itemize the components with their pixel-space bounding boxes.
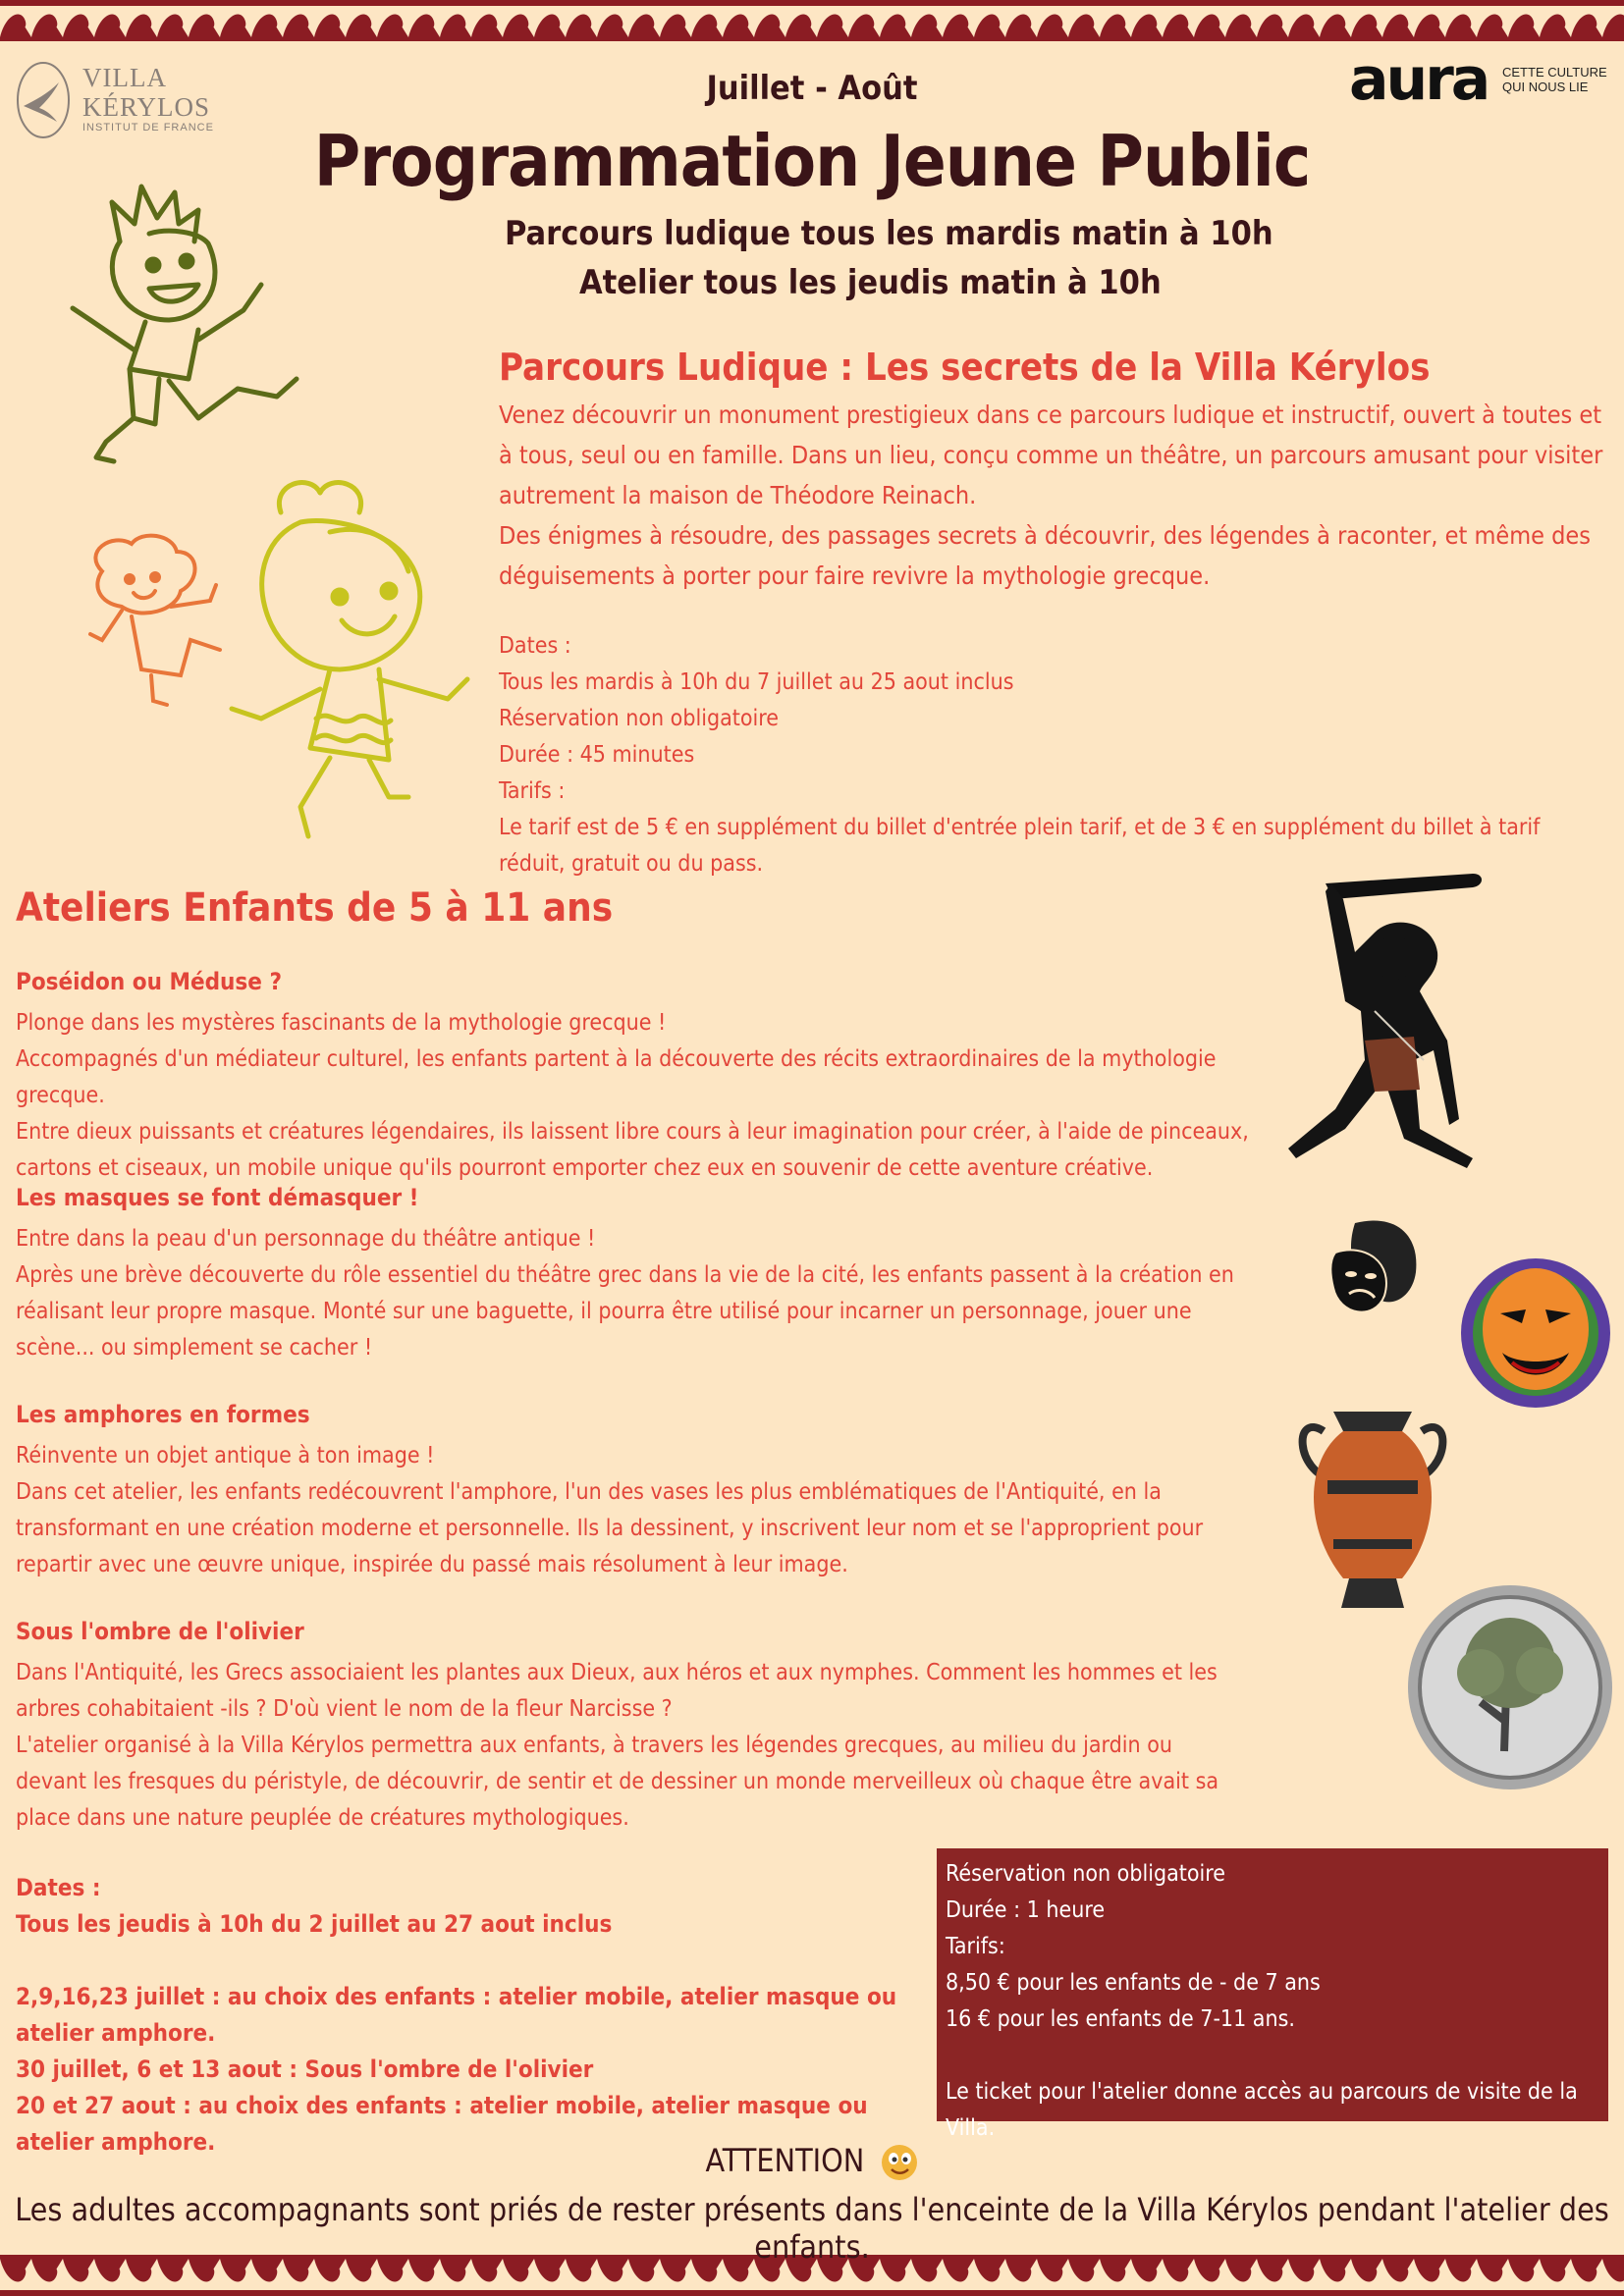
girl-drawing — [222, 473, 497, 846]
ateliers-dates: Dates : Tous les jeudis à 10h du 2 juillet au 27 aout inclus 2,9,16,23 juillet : au choix des enfants : atelier mobile, atelier masque ou atelier amphore. 30 juillet, 6 et 13 aout : Sous l'ombre de l'olivier 20 et 27 aout : au choix des enfants : atelier mobile, atelier masque ou atelier amphore. — [16, 1874, 897, 2156]
period-heading: Juillet - Août — [706, 69, 918, 108]
theatre-masks-icon — [1326, 1213, 1424, 1321]
reservation-box-text: Réservation non obligatoire Durée : 1 heure Tarifs: 8,50 € pour les enfants de - de 7 ans 16 € pour les enfants de 7-11 ans. Le ticket pour l'atelier donne accès au parcours de visite de la Villa. — [946, 1861, 1578, 2141]
amphora — [1294, 1392, 1451, 1616]
parcours-description: Venez découvrir un monument prestigieux dans ce parcours ludique et instructif, ouvert à toutes et à tous, seul ou en famille. Dans un lieu, conçu comme un théâtre, un parcours amusant pour visiter autrement la maison de Théodore Reinach. Des énigmes à résoudre, des passages secrets à découvrir, des légendes à raconter, et même des déguisements à porter pour faire revivre la mythologie grecque. — [499, 400, 1603, 590]
workshop-title-olivier: Sous l'ombre de l'olivier — [16, 1618, 304, 1645]
parcours-info: Dates : Tous les mardis à 10h du 7 juillet au 25 aout inclus Réservation non obligatoire Durée : 45 minutes Tarifs : Le tarif est de 5 € en supplément du billet d'entrée plein tarif, et de 3 € en supplément du billet à tarif réduit, gratuit ou du pass. — [499, 633, 1541, 877]
villa-logo-line1: VILLA — [82, 63, 167, 92]
footer-note: Les adultes accompagnants sont priés de rester présents dans l'enceinte de la Villa Kérylos pendant l'atelier des enfants. — [15, 2191, 1609, 2266]
page-title: Programmation Jeune Public — [313, 120, 1311, 202]
top-wave-border — [0, 0, 1624, 47]
workshop-body-olivier: Dans l'Antiquité, les Grecs associaient les plantes aux Dieux, aux héros et aux nymphes. Comment les hommes et les arbres cohabitaient -ils ? D'où vient le nom de la fleur Narcisse ? L'atelier organisé à la Villa Kérylos permettra aux enfants, à travers les légendes grecques, au milieu du jardin ou devant les fresques du péristyle, de découvrir, de sentir et de dessiner un monde merveilleux où chaque être avait sa place dans une nature peuplée de créatures mythologiques. — [16, 1660, 1219, 1831]
workshop-body-poseidon: Plonge dans les mystères fascinants de la mythologie grecque ! Accompagnés d'un médiateur culturel, les enfants partent à la découverte des récits extraordinaires de la mythologie grecque. Entre dieux puissants et créatures légendaires, ils laissent libre cours à leur imagination pour créer, à l'aide de pinceaux, cartons et ciseaux, un mobile unique qu'ils pourront emporter chez eux en souvenir de cette aventure créative. — [16, 1010, 1249, 1181]
aura-tagline-2: QUI NOUS LIE — [1502, 80, 1589, 94]
schedule-line-1: Parcours ludique tous les mardis matin à 10h — [505, 214, 1273, 253]
attention-label: ATTENTION — [705, 2142, 865, 2179]
olive-tree-mosaic — [1402, 1584, 1618, 1790]
baby-drawing — [82, 532, 240, 709]
workshop-body-amphores: Réinvente un objet antique à ton image ! Dans cet atelier, les enfants redécouvrent l'amphore, l'un des vases les plus emblématiques de l'Antiquité, en la transformant en une création moderne et personnelle. Ils la dessinent, y inscrivent leur nom et se l'approprient pour repartir avec une œuvre unique, inspirée du passé mais résolument à leur image. — [16, 1443, 1204, 1577]
workshop-body-masques: Entre dans la peau d'un personnage du théâtre antique ! Après une brève découverte du rôle essentiel du théâtre grec dans la vie de la cité, les enfants passent à la création en réalisant leur propre masque. Monté sur une baguette, il pourra être utilisé pour incarner un personnage, jouer une scène... ou simplement se cacher ! — [16, 1226, 1234, 1361]
boy-drawing — [51, 183, 385, 497]
aura-logo: aura — [1349, 45, 1489, 114]
aura-tagline-1: CETTE CULTURE — [1502, 65, 1607, 80]
attention-heading — [0, 2142, 1624, 2181]
workshop-title-masques: Les masques se font démasquer ! — [16, 1184, 419, 1211]
hercules-figure — [1227, 864, 1522, 1188]
ateliers-title: Ateliers Enfants de 5 à 11 ans — [16, 885, 614, 931]
parcours-title: Parcours Ludique : Les secrets de la Villa Kérylos — [499, 346, 1431, 389]
workshop-title-poseidon: Poséidon ou Méduse ? — [16, 968, 282, 995]
villa-logo-line2: KÉRYLOS — [82, 92, 211, 122]
schedule-line-2: Atelier tous les jeudis matin à 10h — [579, 263, 1162, 302]
smiley-emoji-icon — [881, 2144, 918, 2181]
workshop-title-amphores: Les amphores en formes — [16, 1401, 310, 1428]
villa-logo-line3: INSTITUT DE FRANCE — [82, 122, 214, 133]
medusa-mask — [1457, 1245, 1614, 1421]
